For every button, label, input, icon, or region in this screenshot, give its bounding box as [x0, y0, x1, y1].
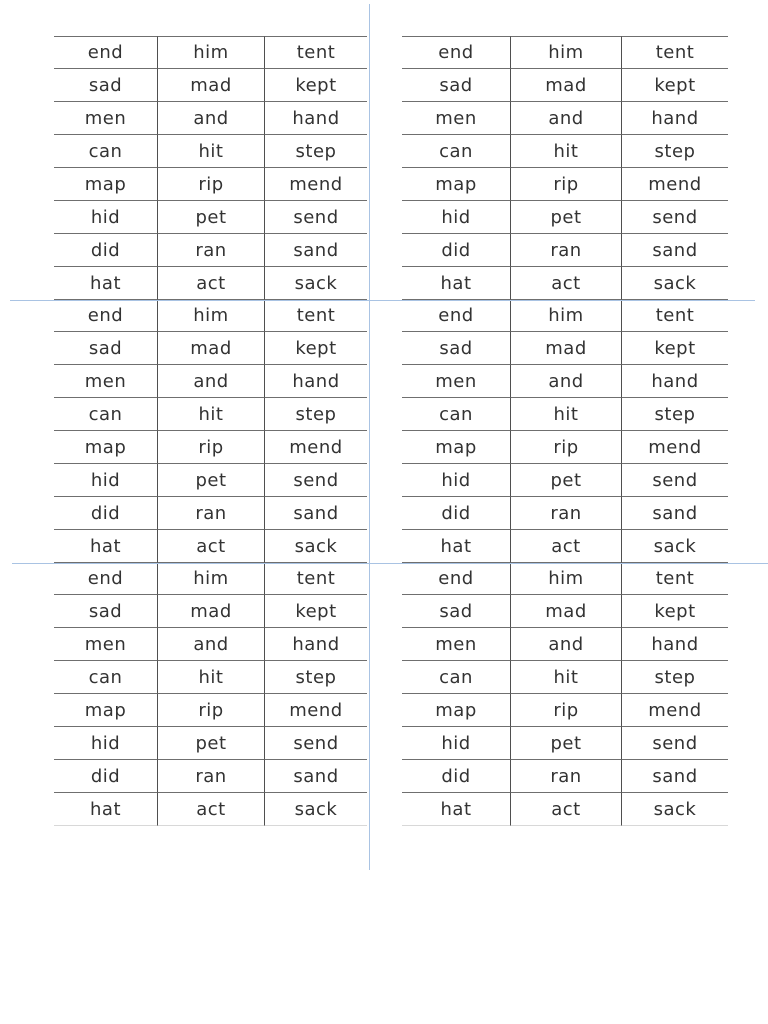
word-cell: sack: [265, 267, 367, 300]
word-cell: hid: [54, 464, 158, 497]
word-cell: end: [402, 299, 511, 332]
word-cell: hand: [622, 365, 728, 398]
word-cell: kept: [622, 595, 728, 628]
word-cell: sad: [402, 595, 511, 628]
word-cell: did: [54, 760, 158, 793]
word-cell: map: [402, 431, 511, 464]
horizontal-cut-line-upper: [10, 300, 755, 301]
word-cell: and: [158, 365, 265, 398]
word-cell: sand: [622, 234, 728, 267]
word-card: [402, 36, 728, 300]
word-cell: hit: [511, 135, 622, 168]
word-cell: ran: [511, 497, 622, 530]
word-cell: act: [158, 793, 265, 826]
word-cell: did: [402, 234, 511, 267]
word-cell: tent: [265, 36, 367, 69]
word-cell: end: [54, 562, 158, 595]
word-cell: him: [511, 36, 622, 69]
word-cell: hat: [54, 793, 158, 826]
word-cell: step: [265, 135, 367, 168]
word-cell: hand: [622, 102, 728, 135]
word-cell: rip: [158, 168, 265, 201]
word-cell: did: [54, 234, 158, 267]
word-cell: can: [54, 135, 158, 168]
word-cell: and: [158, 102, 265, 135]
word-cell: pet: [511, 464, 622, 497]
word-cell: kept: [622, 332, 728, 365]
word-cell: rip: [511, 168, 622, 201]
word-cell: hid: [54, 727, 158, 760]
word-card: [54, 562, 367, 826]
word-cell: tent: [265, 562, 367, 595]
word-cell: mend: [622, 431, 728, 464]
word-cell: act: [511, 530, 622, 563]
word-cell: hit: [158, 661, 265, 694]
word-cell: end: [54, 299, 158, 332]
word-cell: sack: [265, 793, 367, 826]
word-cell: ran: [158, 497, 265, 530]
word-cell: hat: [402, 793, 511, 826]
word-cell: send: [622, 727, 728, 760]
word-cell: hat: [54, 530, 158, 563]
word-cell: ran: [511, 760, 622, 793]
word-cell: pet: [158, 464, 265, 497]
word-cell: act: [158, 530, 265, 563]
word-cell: pet: [158, 201, 265, 234]
word-cell: rip: [511, 431, 622, 464]
word-cell: mad: [158, 595, 265, 628]
horizontal-cut-line-lower: [12, 563, 768, 564]
word-cell: ran: [158, 234, 265, 267]
word-cell: sack: [265, 530, 367, 563]
word-cell: send: [622, 464, 728, 497]
word-cell: did: [402, 760, 511, 793]
word-cell: step: [622, 398, 728, 431]
word-cell: end: [402, 36, 511, 69]
word-cell: hit: [158, 135, 265, 168]
word-cell: can: [402, 135, 511, 168]
word-cell: and: [511, 102, 622, 135]
word-cell: map: [54, 168, 158, 201]
word-cell: can: [54, 398, 158, 431]
word-cell: kept: [265, 332, 367, 365]
word-cell: mad: [158, 69, 265, 102]
word-cell: and: [511, 365, 622, 398]
word-cell: mad: [511, 332, 622, 365]
word-cell: hid: [402, 727, 511, 760]
word-card: [402, 299, 728, 563]
word-cell: kept: [622, 69, 728, 102]
word-cell: send: [265, 464, 367, 497]
word-cell: map: [54, 694, 158, 727]
word-cell: hat: [402, 267, 511, 300]
word-cell: him: [511, 299, 622, 332]
word-cell: sack: [622, 267, 728, 300]
word-cell: hand: [265, 628, 367, 661]
word-cell: mend: [265, 694, 367, 727]
word-cell: sad: [54, 332, 158, 365]
word-cell: ran: [511, 234, 622, 267]
word-cell: can: [54, 661, 158, 694]
word-cell: did: [402, 497, 511, 530]
word-cell: act: [158, 267, 265, 300]
word-cell: hand: [265, 365, 367, 398]
word-cell: men: [402, 628, 511, 661]
word-cell: step: [265, 661, 367, 694]
word-cell: end: [54, 36, 158, 69]
word-cell: ran: [158, 760, 265, 793]
word-cell: can: [402, 398, 511, 431]
word-cell: step: [622, 661, 728, 694]
word-cell: can: [402, 661, 511, 694]
word-cell: hand: [622, 628, 728, 661]
word-cell: tent: [265, 299, 367, 332]
word-cell: and: [158, 628, 265, 661]
word-cell: pet: [511, 727, 622, 760]
word-card: [54, 36, 367, 300]
word-cell: rip: [158, 431, 265, 464]
word-cell: act: [511, 793, 622, 826]
word-cell: act: [511, 267, 622, 300]
word-cell: sand: [265, 760, 367, 793]
word-cell: men: [54, 365, 158, 398]
vertical-cut-line: [369, 4, 370, 870]
word-cell: him: [158, 299, 265, 332]
word-cell: hat: [54, 267, 158, 300]
word-cell: sand: [622, 497, 728, 530]
word-cell: hit: [511, 661, 622, 694]
word-cell: map: [402, 694, 511, 727]
word-cell: mad: [158, 332, 265, 365]
word-cell: pet: [158, 727, 265, 760]
word-cell: send: [265, 201, 367, 234]
word-cell: sad: [402, 69, 511, 102]
word-cell: him: [158, 36, 265, 69]
word-cell: mad: [511, 69, 622, 102]
word-cell: tent: [622, 36, 728, 69]
word-cell: sad: [54, 595, 158, 628]
word-cell: and: [511, 628, 622, 661]
word-cell: send: [622, 201, 728, 234]
word-cell: did: [54, 497, 158, 530]
word-cell: rip: [158, 694, 265, 727]
word-cell: map: [402, 168, 511, 201]
word-cell: rip: [511, 694, 622, 727]
word-cell: tent: [622, 299, 728, 332]
word-cell: kept: [265, 595, 367, 628]
word-cell: mend: [265, 168, 367, 201]
word-cell: hit: [511, 398, 622, 431]
word-cell: sand: [265, 497, 367, 530]
word-cell: mend: [265, 431, 367, 464]
word-cell: map: [54, 431, 158, 464]
word-cell: kept: [265, 69, 367, 102]
word-cell: step: [265, 398, 367, 431]
word-cell: sack: [622, 793, 728, 826]
word-cell: hat: [402, 530, 511, 563]
word-cell: sand: [265, 234, 367, 267]
word-cell: men: [402, 102, 511, 135]
word-cell: men: [54, 628, 158, 661]
word-cell: men: [54, 102, 158, 135]
word-cell: send: [265, 727, 367, 760]
word-card: [402, 562, 728, 826]
word-cell: hit: [158, 398, 265, 431]
word-cell: hid: [402, 464, 511, 497]
word-cell: sand: [622, 760, 728, 793]
word-cell: pet: [511, 201, 622, 234]
word-cell: sack: [622, 530, 728, 563]
word-cell: men: [402, 365, 511, 398]
word-cell: mend: [622, 168, 728, 201]
word-cell: hid: [54, 201, 158, 234]
word-cell: hand: [265, 102, 367, 135]
word-card: [54, 299, 367, 563]
word-cell: hid: [402, 201, 511, 234]
word-cell: sad: [402, 332, 511, 365]
word-cell: mad: [511, 595, 622, 628]
word-cell: step: [622, 135, 728, 168]
word-cell: tent: [622, 562, 728, 595]
word-cell: mend: [622, 694, 728, 727]
word-cell: end: [402, 562, 511, 595]
word-cell: him: [511, 562, 622, 595]
word-cell: sad: [54, 69, 158, 102]
word-cell: him: [158, 562, 265, 595]
